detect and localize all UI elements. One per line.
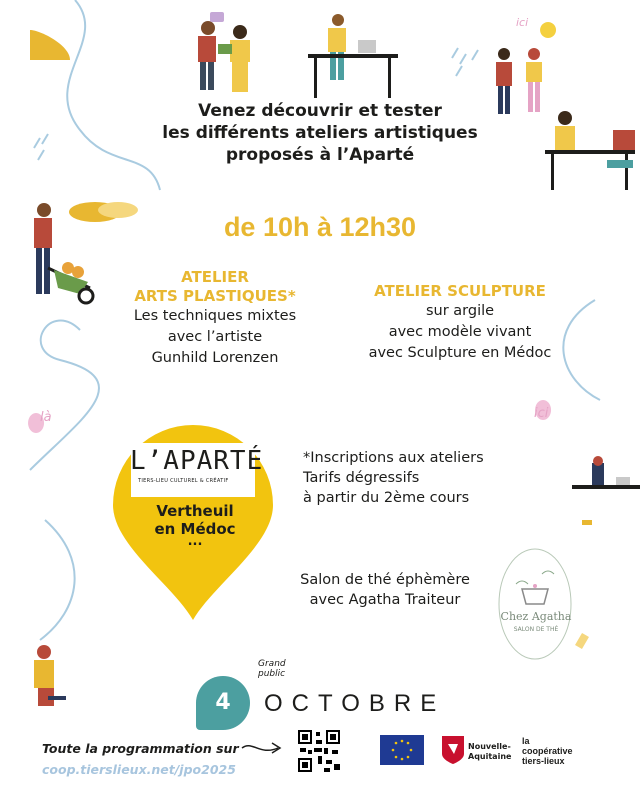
inscriptions-line-2: Tarifs dégressifs — [303, 470, 420, 486]
la-left-label: là — [40, 410, 52, 425]
atelier-arts-plastiques — [80, 268, 350, 369]
coop-line-3: tiers-lieux — [522, 756, 565, 766]
intro-text — [140, 100, 500, 166]
location-line-2: en Médoc — [154, 520, 236, 538]
atelier-sculpture-line-2: avec modèle vivant — [388, 324, 532, 340]
atelier-sculpture — [340, 282, 580, 364]
coop-line-2: coopérative — [522, 746, 573, 756]
illustration-people-top — [190, 10, 400, 100]
region-name-line-2: Aquitaine — [468, 752, 512, 761]
illustration-reader — [28, 640, 68, 715]
ici-right-label: ici — [534, 406, 549, 421]
atelier-sculpture-title: ATELIER SCULPTURE — [374, 282, 546, 300]
event-hours: de 10h à 12h30 — [223, 212, 417, 242]
illustration-cafe — [545, 100, 640, 195]
inscriptions-info — [303, 448, 563, 508]
arrow-icon — [238, 738, 288, 758]
audience-line-1: Grand — [258, 659, 286, 669]
atelier-arts-title-1: ATELIER — [181, 268, 249, 286]
intro-line-3: proposés à l’Aparté — [225, 145, 415, 165]
illustration-desk — [572, 455, 640, 505]
chez-agatha-subtitle: SALON DE THÉ — [513, 626, 559, 633]
date-day-badge: 4 — [196, 676, 250, 730]
programmation-url[interactable]: coop.tierslieux.net/jpo2025 — [42, 762, 236, 777]
chez-agatha-name: Chez Agatha — [500, 610, 572, 623]
ici-top-label: ici — [516, 16, 529, 29]
intro-line-2: les différents ateliers artistiques — [162, 123, 478, 143]
chez-agatha-logo — [496, 544, 574, 664]
atelier-sculpture-line-3: avec Sculpture en Médoc — [368, 345, 552, 361]
qr-code[interactable] — [296, 728, 342, 774]
inscriptions-line-1: *Inscriptions aux ateliers — [303, 450, 484, 466]
audience-line-2: public — [258, 669, 286, 679]
region-logo — [440, 734, 466, 766]
coop-line-1: la — [522, 736, 530, 746]
salon-line-2: avec Agatha Traiteur — [309, 592, 461, 608]
aparte-logo — [130, 440, 264, 549]
atelier-sculpture-line-1: sur argile — [425, 303, 495, 319]
atelier-arts-line-1: Les techniques mixtes — [133, 308, 297, 324]
region-name-line-1: Nouvelle- — [468, 742, 511, 751]
location-dots: ... — [187, 534, 203, 549]
atelier-arts-line-2: avec l’artiste — [167, 329, 263, 345]
inscriptions-line-3: à partir du 2ème cours — [303, 490, 470, 506]
programmation-text: Toute la programmation sur — [42, 741, 239, 756]
location-line-1: Vertheuil — [156, 502, 234, 520]
atelier-arts-line-3: Gunhild Lorenzen — [151, 350, 279, 366]
date-month: OCTOBRE — [264, 690, 446, 717]
salon-line-1: Salon de thé éphèmère — [300, 572, 470, 588]
atelier-arts-title-2: ARTS PLASTIQUES* — [134, 287, 296, 305]
audience-label — [258, 659, 298, 679]
intro-line-1: Venez découvrir et tester — [198, 101, 442, 121]
eu-flag-logo — [380, 735, 424, 765]
aparte-logo-name: L’APARTÉ — [130, 446, 264, 476]
cooperative-logo — [522, 736, 573, 766]
aparte-logo-tagline: TIERS-LIEU CULTUREL & CRÉATIF — [138, 478, 229, 484]
salon-info — [280, 570, 490, 610]
